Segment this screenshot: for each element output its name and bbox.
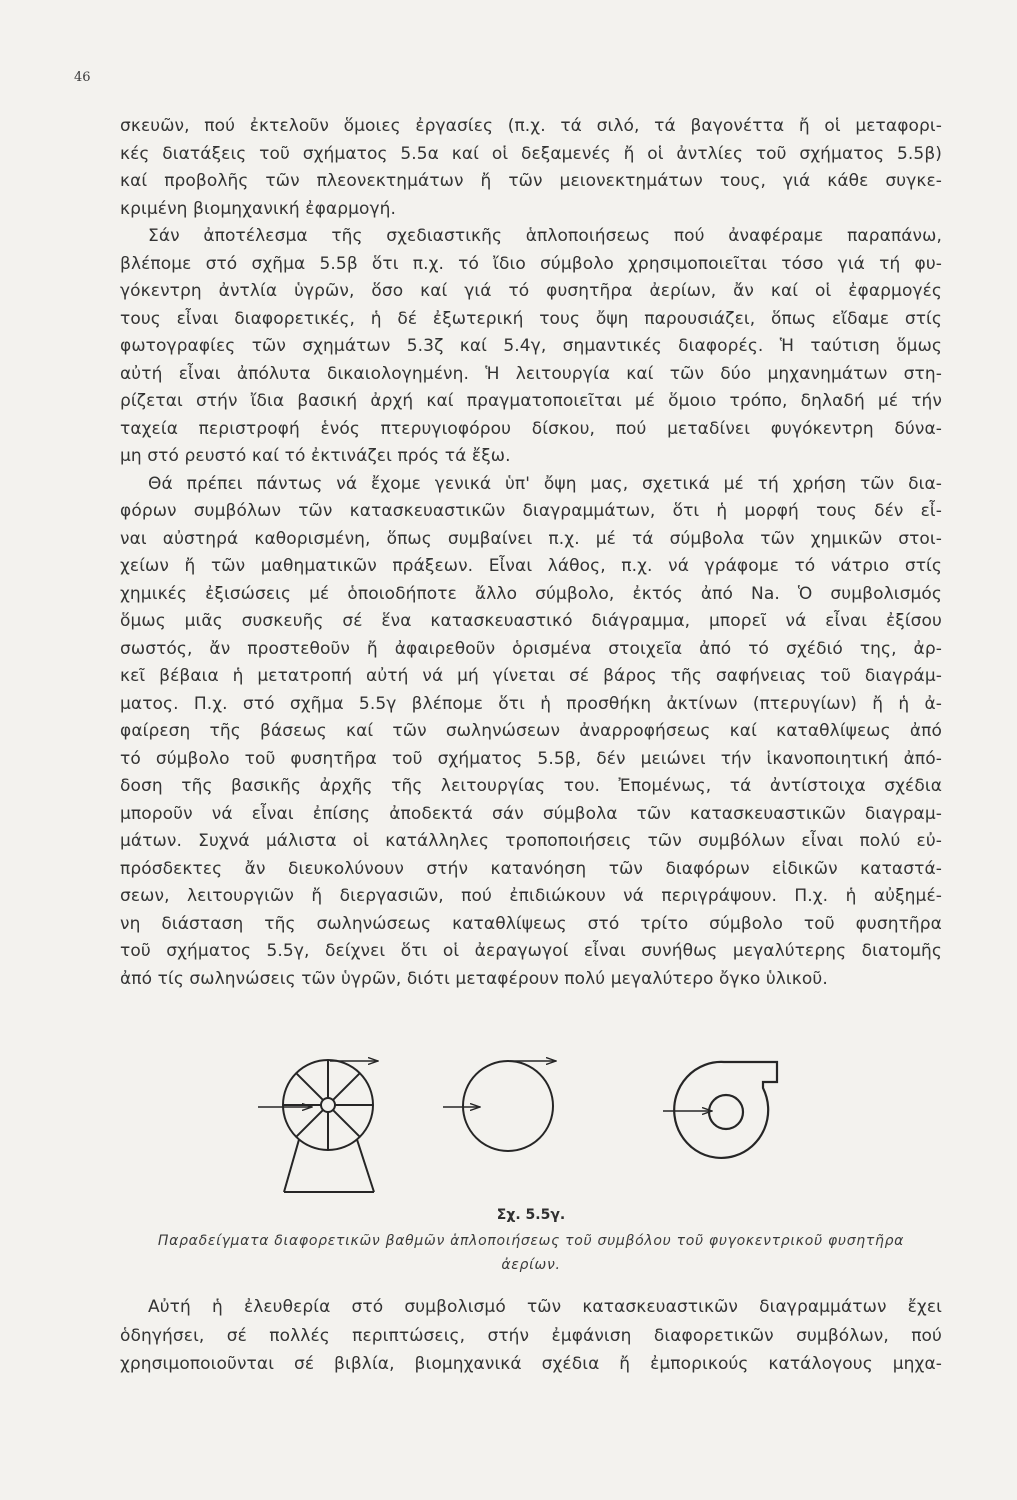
text-line: μάτων. Συχνά μάλιστα οἱ κατάλληλες τροποποιήσεις τῶν συμβόλων εἶναι πολύ εὐ-: [120, 831, 942, 851]
figure-label: Σχ. 5.5γ.: [496, 1207, 566, 1223]
text-line: πρόσδεκτες ἄν διευκολύνουν στήν κατανόηση τῶν διαφόρων εἰδικῶν καταστά-: [120, 858, 942, 879]
text-line: ταχεία περιστροφή ἑνός πτερυγιοφόρου δίσκου, πού μεταδίνει φυγόκεντρη δύνα-: [120, 418, 942, 439]
text-line: σεων, λειτουργιῶν ἤ διεργασιῶν, πού ἐπιδιώκουν νά περιγράψουν. Π.χ. ἡ αὐξημέ-: [120, 886, 942, 906]
page-number: 46: [74, 70, 91, 85]
text-line: ρίζεται στήν ἴδια βασική ἀρχή καί πραγματοποιεῖται μέ ὅμοιο τρόπο, δηλαδή μέ τήν: [120, 391, 942, 411]
text-line: χρησιμοποιοῦνται σέ βιβλία, βιομηχανικά σχέδια ἤ ἐμπορικούς κατάλογους μηχα-: [120, 1354, 942, 1374]
text-line: χημικές ἐξισώσεις μέ ὁποιοδήποτε ἄλλο σύμβολο, ἐκτός ἀπό Na. Ὁ συμβολισμός: [120, 583, 942, 604]
volute-outline: [674, 1062, 777, 1158]
text-line: ναι αὐστηρά καθορισμένη, ὅπως συμβαίνει π.χ. μέ τά σύμβολα τῶν χημικῶν στοι-: [120, 528, 942, 549]
body-text-continued: [120, 1293, 942, 1379]
impeller-eye: [709, 1095, 743, 1129]
text-line: μη στό ρευστό καί τό ἐκτινάζει πρός τά ἔξω.: [120, 446, 511, 466]
text-line: ἀπό τίς σωληνώσεις τῶν ὑγρῶν, διότι μεταφέρουν πολύ μεγαλύτερο ὄγκο ὑλικοῦ.: [120, 968, 828, 989]
body-text: [120, 113, 942, 993]
plain-circle-fan-icon: [443, 1061, 556, 1151]
text-line: ὁδηγήσει, σέ πολλές περιπτώσεις, στήν ἐμφάνιση διαφορετικῶν συμβόλων, πού: [120, 1325, 942, 1346]
text-line: σωστός, ἄν προστεθοῦν ἤ ἀφαιρεθοῦν ὁρισμένα στοιχεῖα ἀπό τό σχέδιό της, ἀρ-: [120, 638, 942, 659]
text-line: ματος. Π.χ. στό σχῆμα 5.5γ βλέπομε ὅτι ἡ προσθήκη ἀκτίνων (πτερυγίων) ἤ ἡ ἀ-: [120, 693, 942, 714]
text-line: χείων ἤ τῶν μαθηματικῶν πράξεων. Εἶναι λάθος, π.χ. νά γράφομε τό νάτριο στίς: [120, 556, 942, 576]
text-line: σκευῶν, πού ἐκτελοῦν ὅμοιες ἐργασίες (π.χ. τά σιλό, τά βαγονέττα ἤ οἱ μεταφορι-: [120, 116, 942, 136]
caption-line: ἀερίων.: [501, 1257, 561, 1273]
text-line: φαίρεση τῆς βάσεως καί τῶν σωληνώσεων ἀναρροφήσεως καί καταθλίψεως ἀπό: [120, 721, 942, 741]
text-line: ὅμως μιᾶς συσκευῆς σέ ἕνα κατασκευαστικό διάγραμμα, μπορεῖ νά εἶναι ἐξίσου: [120, 611, 942, 631]
text-line: αὐτή εἶναι ἀπόλυτα δικαιολογημένη. Ἡ λειτουργία καί τῶν δύο μηχανημάτων στη-: [120, 363, 942, 384]
text-line: φόρων συμβόλων τῶν κατασκευαστικῶν διαγραμμάτων, ὅτι ἡ μορφή τους δέν εἶ-: [120, 501, 942, 521]
text-line: Αὐτή ἡ ἐλευθερία στό συμβολισμό τῶν κατασκευαστικῶν διαγραμμάτων ἔχει: [148, 1297, 942, 1317]
spoke: [333, 1073, 360, 1100]
text-line: μποροῦν νά εἶναι ἐπίσης ἀποδεκτά σάν σύμβολα τῶν κατασκευαστικῶν διαγραμ-: [120, 803, 942, 824]
caption-line: Παραδείγματα διαφορετικῶν βαθμῶν ἁπλοποιήσεως τοῦ συμβόλου τοῦ φυγοκεντρικοῦ φυσητῆρα: [157, 1233, 905, 1249]
text-line: Θά πρέπει πάντως νά ἔχομε γενικά ὑπ' ὄψη μας, σχετικά μέ τή χρήση τῶν δια-: [148, 473, 942, 494]
spoke: [296, 1073, 323, 1100]
text-line: καί προβολῆς τῶν πλεονεκτημάτων ἤ τῶν μειονεκτημάτων τους, γιά κάθε συγκε-: [120, 171, 942, 191]
base-right-leg: [357, 1140, 374, 1193]
text-line: τοῦ σχήματος 5.5γ, δείχνει ὅτι οἱ ἀεραγωγοί εἶναι συνήθως μεγαλύτερης διατομῆς: [120, 941, 942, 961]
paragraph-symbol-freedom: [120, 1293, 942, 1379]
base-left-leg: [284, 1140, 299, 1193]
paragraph-design-simplification: [120, 223, 942, 471]
text-line: φωτογραφίες τῶν σχημάτων 5.3ζ καί 5.4γ, σημαντικές διαφορές. Ἡ ταύτιση ὅμως: [120, 336, 942, 356]
circle-casing: [463, 1061, 553, 1151]
text-line: γόκεντρη ἀντλία ὑγρῶν, ὅσο καί γιά τό φυσητῆρα ἀερίων, ἄν καί οἱ ἐφαρμογές: [120, 281, 942, 301]
text-line: βλέπομε στό σχῆμα 5.5β ὅτι π.χ. τό ἴδιο σύμβολο χρησιμοποιεῖται τόσο γιά τή φυ-: [120, 253, 942, 274]
text-line: νη διάσταση τῆς σωληνώσεως καταθλίψεως στό τρίτο σύμβολο τοῦ φυσητῆρα: [120, 913, 942, 934]
text-line: κεῖ βέβαια ἡ μετατροπή αὐτή νά μή γίνεται σέ βάρος τῆς σαφήνειας τοῦ διαγράμ-: [120, 666, 942, 686]
text-line: κριμένη βιομηχανική ἐφαρμογή.: [120, 198, 397, 219]
text-line: τους εἶναι διαφορετικές, ἡ δέ ἐξωτερική τους ὄψη παρουσιάζει, ὅπως εἴδαμε στίς: [120, 308, 942, 329]
figure-fan-symbols: [0, 1040, 1017, 1210]
text-line: τό σύμβολο τοῦ φυσητῆρα τοῦ σχήματος 5.5β, δέν μειώνει τήν ἱκανοποιητική ἀπό-: [120, 748, 942, 769]
spoke: [333, 1110, 360, 1137]
spoke: [296, 1110, 323, 1137]
figure-caption: [120, 1229, 942, 1277]
text-line: Σάν ἀποτέλεσμα τῆς σχεδιαστικῆς ἁπλοποιήσεως πού ἀναφέραμε παραπάνω,: [148, 226, 942, 246]
text-line: δοση τῆς βασικῆς ἀρχῆς τῆς λειτουργίας του. Ἐπομένως, τά ἀντίστοιχα σχέδια: [120, 776, 942, 796]
volute-casing-fan-icon: [663, 1062, 777, 1158]
paragraph-continued: [120, 113, 942, 223]
text-line: κές διατάξεις τοῦ σχήματος 5.5α καί οἱ δεξαμενές ἤ οἱ ἀντλίες τοῦ σχήματος 5.5β): [120, 143, 942, 164]
fan-wheel-with-base-icon: [258, 1060, 378, 1192]
paragraph-symbol-form: [120, 471, 942, 994]
